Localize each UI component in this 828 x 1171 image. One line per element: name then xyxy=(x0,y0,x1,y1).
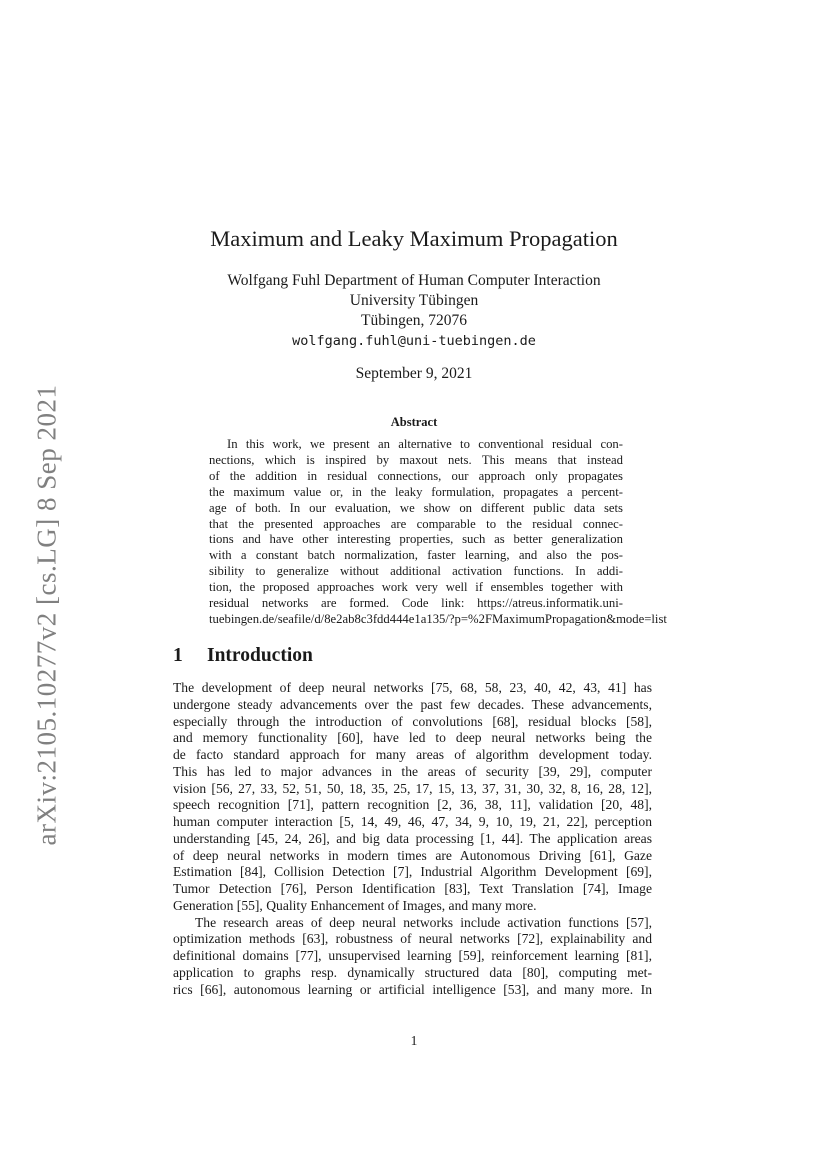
body-line: Tumor Detection [76], Person Identification [83], Text Translation [74], Image xyxy=(173,881,652,896)
abstract-line: nections, which is inspired by maxout nets. This means that instead xyxy=(209,452,623,467)
abstract-line: In this work, we present an alternative to conventional residual con- xyxy=(227,437,623,451)
arxiv-identifier-stamp: arXiv:2105.10277v2 [cs.LG] 8 Sep 2021 xyxy=(31,384,62,846)
author-block xyxy=(0,271,828,351)
body-line: of deep neural networks in modern times are Autonomous Driving [61], Gaze xyxy=(173,847,652,863)
abstract-heading: Abstract xyxy=(390,415,438,429)
body-line: The development of deep neural networks [75, 68, 58, 23, 40, 42, 43, 41] has xyxy=(173,680,652,695)
abstract-line: with a constant batch normalization, faster learning, and also the pos- xyxy=(209,548,623,563)
abstract-line: residual networks are formed. Code link: https://atreus.informatik.uni- xyxy=(209,596,623,611)
abstract-line: of the addition in residual connections, our approach only propagates xyxy=(209,468,623,483)
body-line: speech recognition [71], pattern recognition [2, 36, 38, 11], validation [20, 48], xyxy=(173,797,652,813)
author-email[interactable]: wolfgang.fuhl@uni-tuebingen.de xyxy=(292,333,536,349)
abstract-line: sibility to generalize without additional activation functions. In addi- xyxy=(209,564,623,579)
body-line: The research areas of deep neural networks include activation functions [57], xyxy=(195,914,652,930)
paper-date: September 9, 2021 xyxy=(355,365,473,382)
section-title: Introduction xyxy=(207,645,313,666)
abstract-line: tions and have other interesting properties, such as better generalization xyxy=(209,532,623,547)
body-line: Generation [55], Quality Enhancement of Images, and many more. xyxy=(173,897,537,913)
body-line: especially through the introduction of convolutions [68], residual blocks [58], xyxy=(173,713,652,729)
page-number: 1 xyxy=(410,1033,418,1048)
paper-title: Maximum and Leaky Maximum Propagation xyxy=(210,226,618,251)
body-line: application to graphs resp. dynamically structured data [80], computing met- xyxy=(173,964,652,980)
university: University Tübingen xyxy=(349,292,479,309)
abstract-line: tion, the proposed approaches work very well if ensembles together with xyxy=(209,580,623,595)
body-line: human computer interaction [5, 14, 49, 46, 47, 34, 9, 10, 19, 21, 22], perception xyxy=(173,814,652,829)
body-line: rics [66], autonomous learning or artificial intelligence [53], and many more. In xyxy=(173,981,652,997)
body-line: undergone steady advancements over the past few decades. These advancements, xyxy=(173,696,652,712)
abstract-line: that the presented approaches are comparable to the residual connec- xyxy=(209,516,623,531)
abstract-body xyxy=(209,437,667,628)
city-postcode: Tübingen, 72076 xyxy=(361,312,467,329)
body-line: optimization methods [63], robustness of neural networks [72], explainability and xyxy=(173,931,652,947)
body-line: de facto standard approach for many areas of algorithm development today. xyxy=(173,747,652,762)
author-affiliation: Wolfgang Fuhl Department of Human Computer Interaction xyxy=(227,272,601,289)
abstract-code-link[interactable]: tuebingen.de/seafile/d/8e2ab8c3fdd444e1a135/?p=%2FMaximumPropagation&mode=list xyxy=(209,611,667,626)
body-line: vision [56, 27, 33, 52, 51, 50, 18, 35, 25, 17, 15, 13, 37, 31, 30, 32, 8, 16, 28, 12], xyxy=(173,780,652,796)
body-line: This has led to major advances in the areas of security [39, 29], computer xyxy=(173,763,652,779)
body-line: Estimation [84], Collision Detection [7], Industrial Algorithm Development [69], xyxy=(173,864,652,880)
section-number: 1 xyxy=(173,645,183,666)
abstract-line: the maximum value or, in the leaky formulation, propagates a percent- xyxy=(209,484,623,499)
introduction-body xyxy=(173,680,652,998)
abstract-line: age of both. In our evaluation, we show on different public data sets xyxy=(209,500,623,515)
body-line: definitional domains [77], unsupervised learning [59], reinforcement learning [81], xyxy=(173,948,652,963)
body-line: understanding [45, 24, 26], and big data processing [1, 44]. The application areas xyxy=(173,830,652,846)
section-heading xyxy=(173,645,313,667)
body-line: and memory functionality [60], have led to deep neural networks being the xyxy=(173,730,652,746)
